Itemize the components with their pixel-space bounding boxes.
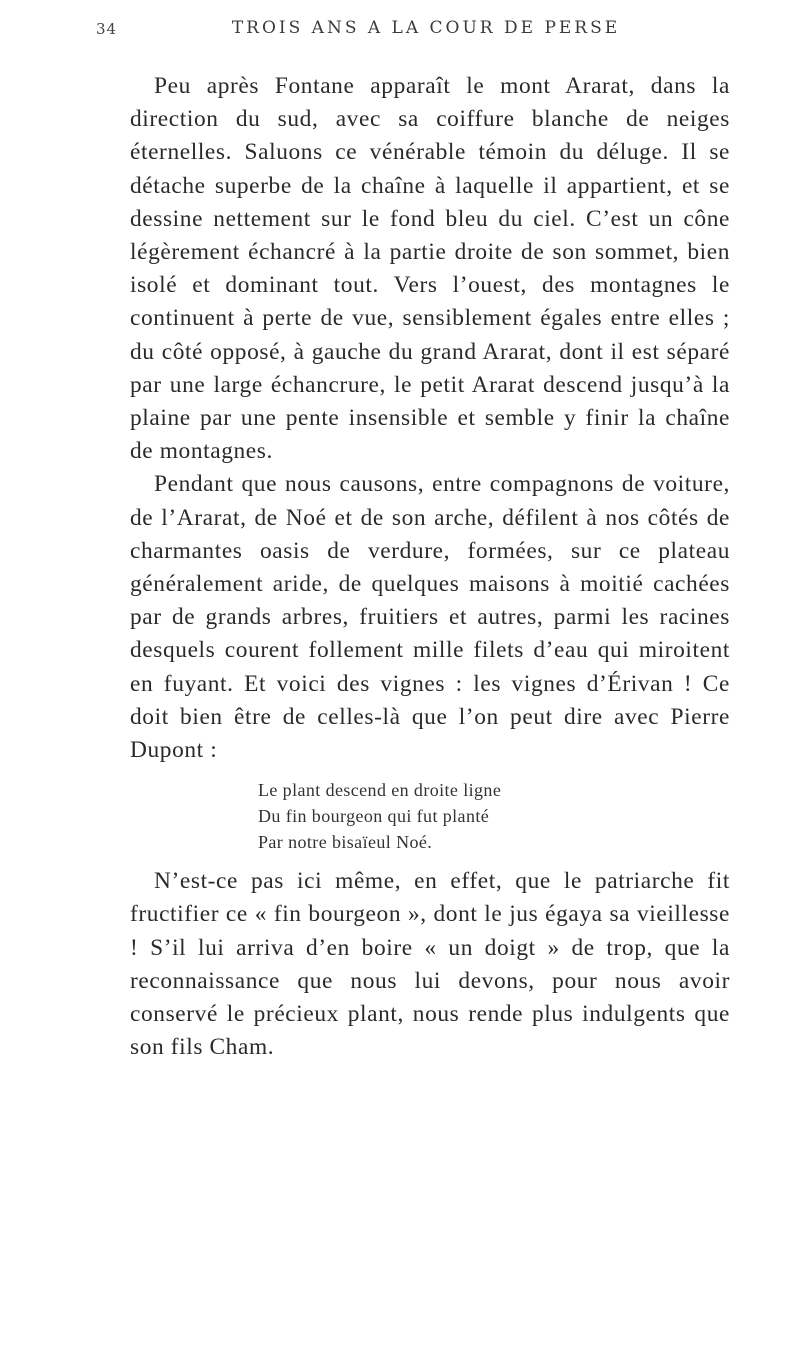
paragraph-ararat: Peu après Fontane apparaît le mont Ararat, dans la direction du sud, avec sa coiffure blanche de neiges éternelles. Saluons ce vénérable témoin du déluge. Il se détache superbe de la chaîne à laquelle il appartient, et se dessine nettement sur le fond bleu du ciel. C’est un cône légèrement échancré à la partie droite de son sommet, bien isolé et dominant tout. Vers l’ouest, des montagnes le continuent à perte de vue, sensiblement égales entre elles ; du côté opposé, à gauche du grand Ararat, dont il est séparé par une large échancrure, le petit Ararat descend jusqu’à la plaine par une pente insensible et semble y finir la chaîne de montagnes. <box>130 73 730 465</box>
verse-line: Le plant descend en droite ligne <box>258 780 502 801</box>
running-title: TROIS ANS A LA COUR DE PERSE <box>231 18 621 38</box>
page-number: 34 <box>96 20 118 38</box>
verse-quote <box>258 777 730 855</box>
verse-line: Par notre bisaïeul Noé. <box>258 832 433 853</box>
verse-line: Du fin bourgeon qui fut planté <box>258 806 490 827</box>
body-text <box>130 70 730 1064</box>
paragraph-patriarche: N’est-ce pas ici même, en effet, que le patriarche fit fructifier ce « fin bourgeon », dont le jus égaya sa vieillesse ! S’il lui arriva d’en boire « un doigt » de trop, que la reconnaissance que nous lui devons, pour nous avoir conservé le précieux plant, nous rende plus indulgents que son fils Cham. <box>130 868 730 1061</box>
paragraph-vignes: Pendant que nous causons, entre compagnons de voiture, de l’Ararat, de Noé et de son arche, défilent à nos côtés de charmantes oasis de verdure, formées, sur ce plateau généralement aride, de quelques maisons à moitié cachées par de grands arbres, fruitiers et autres, parmi les racines desquels courent follement mille filets d’eau qui miroitent en fuyant. Et voici des vignes : les vignes d’Érivan ! Ce doit bien être de celles-là que l’on peut dire avec Pierre Dupont : <box>130 471 730 764</box>
running-head <box>96 18 726 46</box>
